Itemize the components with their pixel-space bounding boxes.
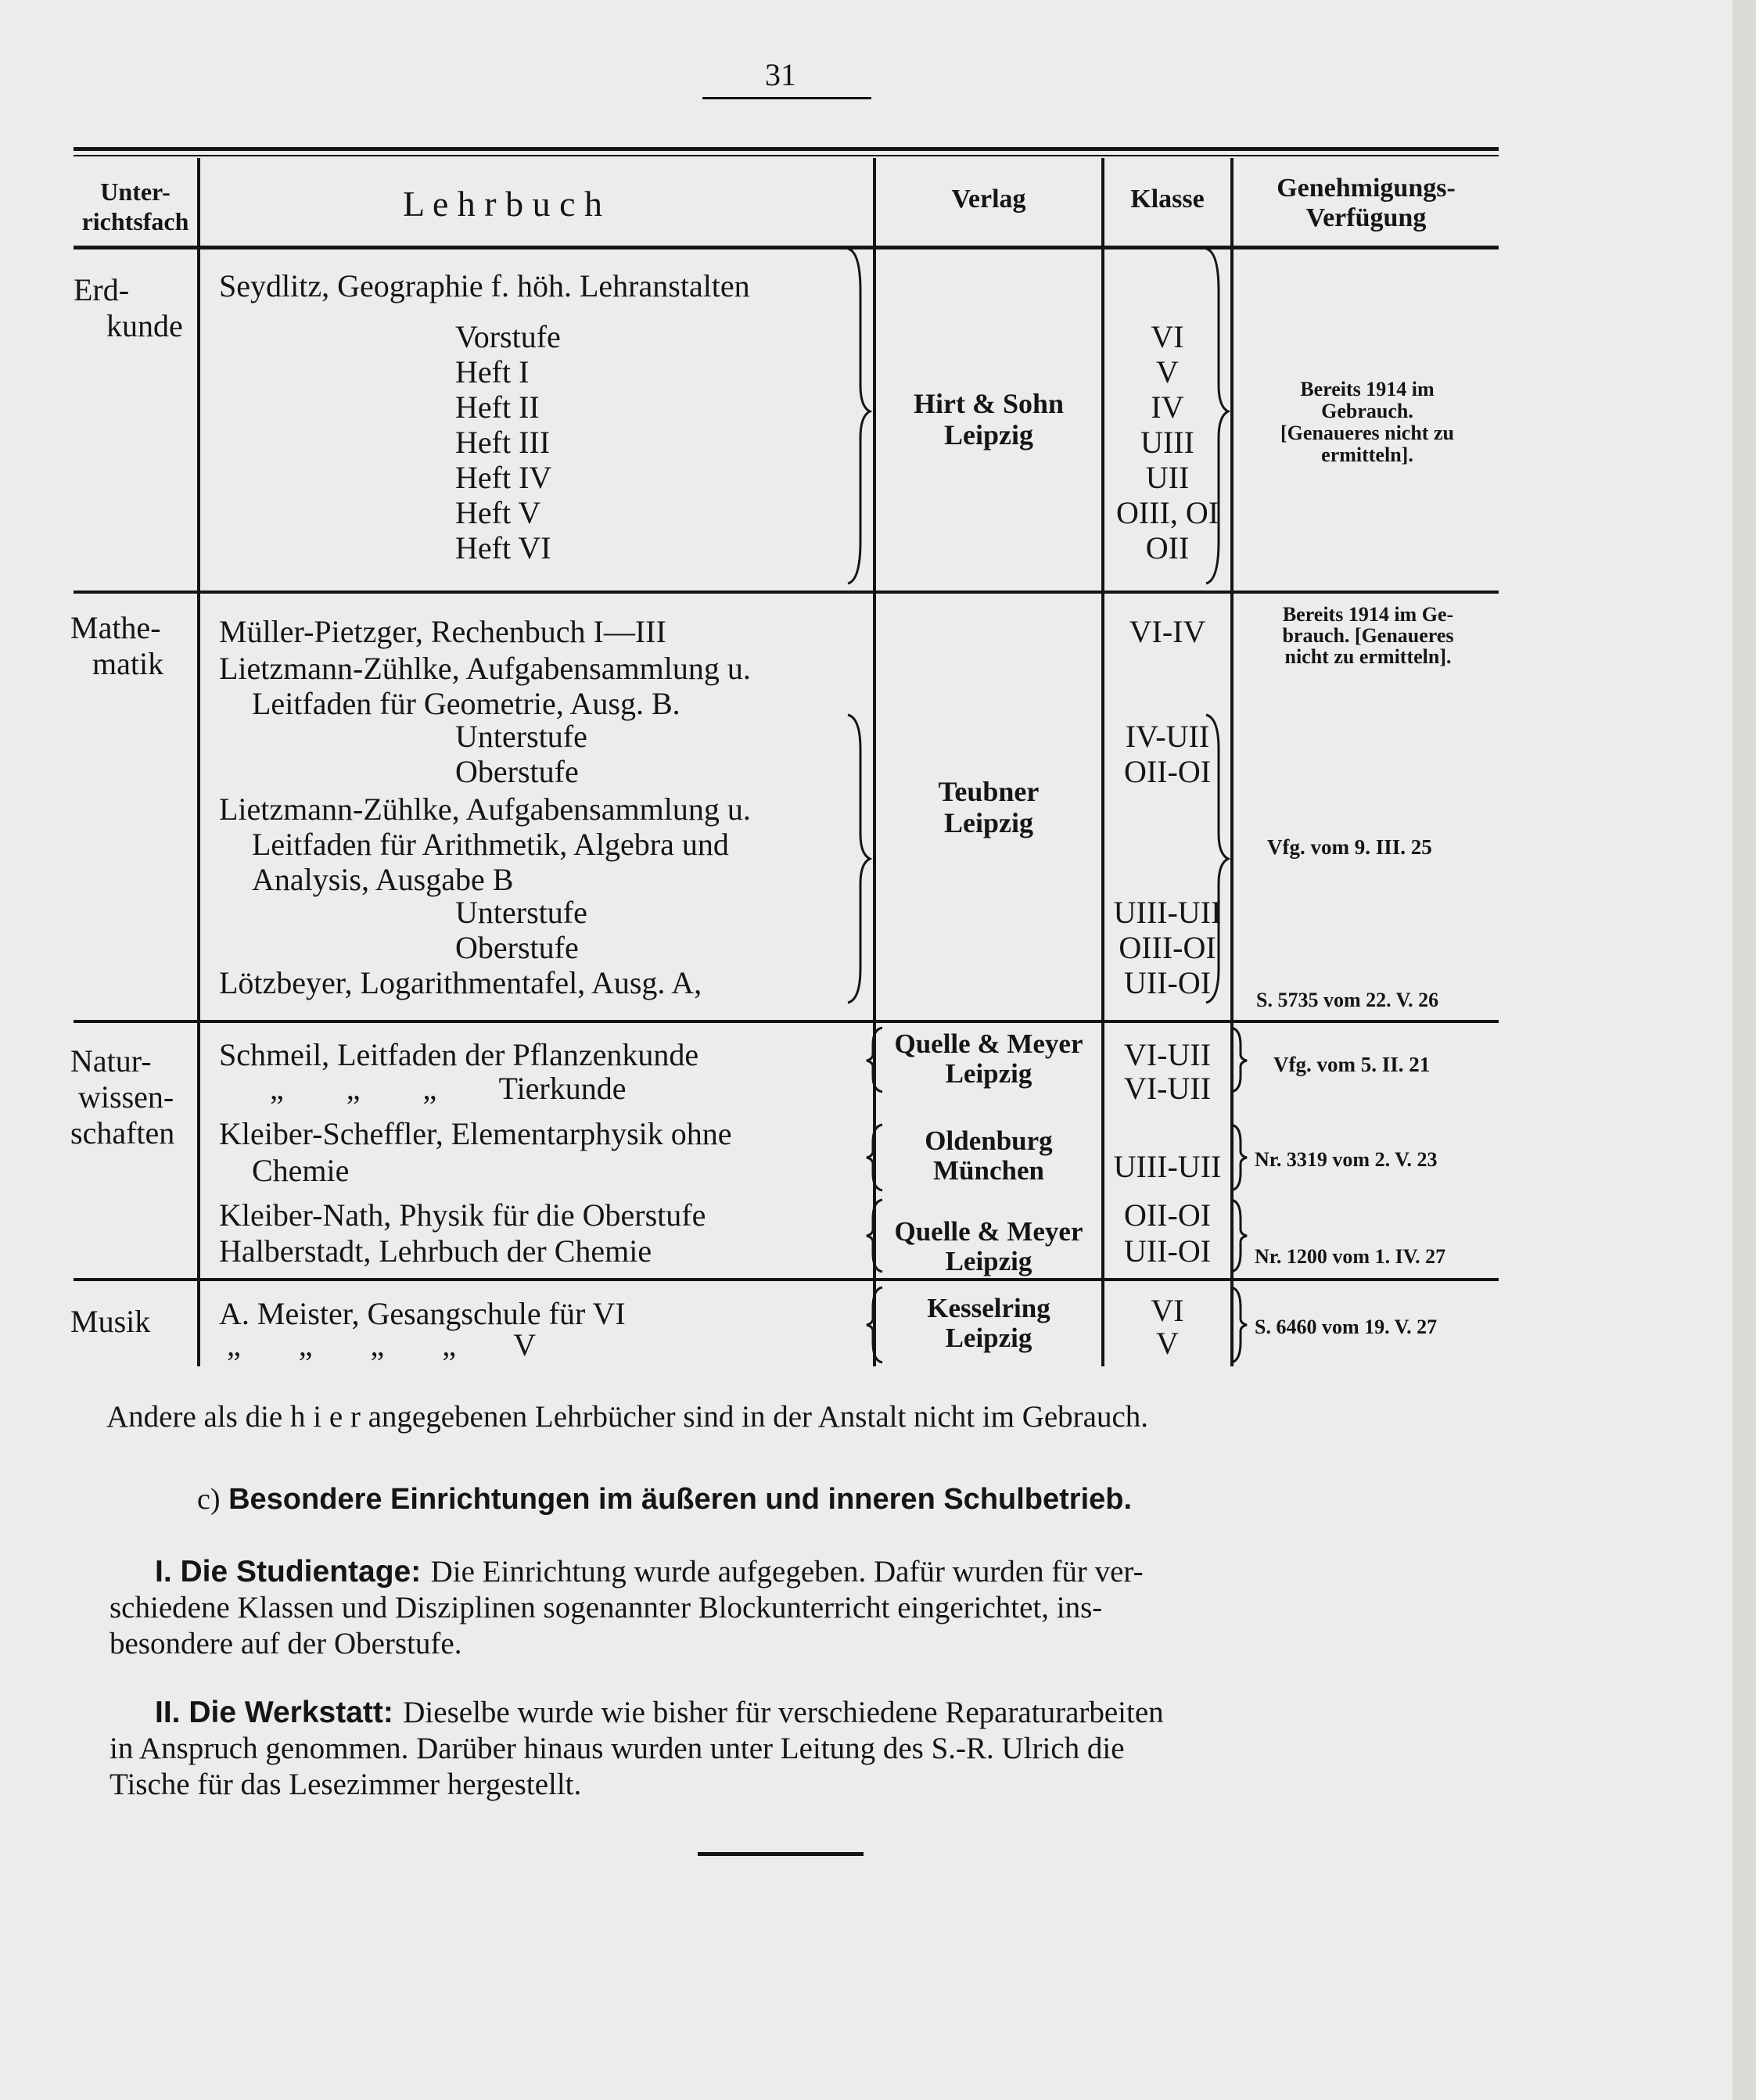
- book-lietzmann-arithmetik-line3: Analysis, Ausgabe B: [252, 862, 514, 897]
- class-cell: IV-UII: [1125, 719, 1210, 754]
- approval-erdkunde-line3: [Genaueres nicht zu: [1280, 422, 1454, 444]
- publisher-quelle-meyer-2-line2: Leipzig: [945, 1246, 1032, 1276]
- class-cell: VI: [1151, 319, 1184, 354]
- para2-line2: in Anspruch genommen. Darüber hinaus wurden unter Leitung des S.-R. Ulrich die: [110, 1732, 1125, 1765]
- para1-heading: I. Die Studientage:: [155, 1555, 422, 1588]
- header-approval-line1: Genehmigungs-: [1277, 174, 1456, 203]
- list-item: Oberstufe: [455, 930, 579, 965]
- book-kleiber-scheffler-line1: Kleiber-Scheffler, Elementarphysik ohne: [219, 1116, 732, 1151]
- header-subject-line1: Unter-: [100, 178, 171, 206]
- list-item: Vorstufe: [455, 319, 561, 354]
- brace-musik: [864, 1284, 887, 1366]
- subject-erdkunde-line2: kunde: [106, 308, 183, 343]
- list-item: Unterstufe: [455, 895, 587, 930]
- subject-erdkunde: [74, 272, 183, 344]
- brace-natur-2: [864, 1122, 887, 1194]
- subject-mathematik: [70, 610, 163, 682]
- subject-natur: [70, 1043, 174, 1151]
- list-item: Unterstufe: [455, 719, 587, 754]
- class-cell: VI: [1151, 1293, 1184, 1328]
- para1-line1: [155, 1556, 1144, 1587]
- publisher-quelle-meyer-1: [876, 1029, 1101, 1089]
- book-lietzmann-geometrie: [219, 651, 751, 721]
- class-cell: IV: [1151, 389, 1184, 425]
- publisher-quelle-meyer-2: [876, 1217, 1101, 1276]
- brace-natur-2c: [1228, 1122, 1251, 1194]
- brace-math-book: [843, 710, 873, 1007]
- class-cell: UII-OI: [1123, 1233, 1212, 1269]
- approval-natur-2: Nr. 3319 vom 2. V. 23: [1255, 1148, 1438, 1171]
- row-rule-mathematik: [74, 1020, 1499, 1023]
- brace-erdkunde-class: [1201, 244, 1231, 588]
- book-schmeil-pflanzen: Schmeil, Leitfaden der Pflanzenkunde: [219, 1037, 699, 1072]
- table-top-rule-thin: [74, 155, 1499, 156]
- book-lietzmann-arithmetik-line1: Lietzmann-Zühlke, Aufgabensammlung u.: [219, 792, 751, 827]
- list-item: Heft III: [455, 425, 551, 460]
- col-rule-1: [197, 158, 200, 1366]
- section-c-prefix: c): [197, 1483, 221, 1516]
- table-top-rule: [74, 147, 1499, 151]
- page-edge-shadow: [1733, 0, 1756, 2100]
- publisher-teubner: [876, 776, 1101, 838]
- publisher-quelle-meyer-2-line1: Quelle & Meyer: [894, 1216, 1083, 1247]
- approval-math-row4: S. 5735 vom 22. V. 26: [1256, 989, 1439, 1011]
- book-schmeil-tier: „ „ „ Tierkunde: [270, 1071, 627, 1106]
- publisher-kesselring-line2: Leipzig: [945, 1323, 1032, 1353]
- book-meister-v: „ „ „ „ V: [227, 1327, 537, 1362]
- book-lietzmann-geometrie-line1: Lietzmann-Zühlke, Aufgabensammlung u.: [219, 651, 751, 686]
- section-c-title: Besondere Einrichtungen im äußeren und inneren Schulbetrieb.: [228, 1483, 1133, 1516]
- subject-mathematik-line1: Mathe-: [70, 610, 161, 645]
- class-cell: OIII-OI: [1119, 930, 1216, 965]
- brace-natur-3: [864, 1197, 887, 1275]
- publisher-hirt-line2: Leipzig: [944, 419, 1033, 451]
- brace-math-class: [1201, 710, 1231, 1007]
- approval-erdkunde-line1: Bereits 1914 im: [1300, 378, 1435, 400]
- book-lietzmann-geometrie-line2: Leitfaden für Geometrie, Ausg. B.: [252, 686, 680, 721]
- book-kleiber-nath: Kleiber-Nath, Physik für die Oberstufe: [219, 1197, 706, 1233]
- publisher-oldenburg-line2: München: [933, 1155, 1044, 1186]
- publisher-kesselring-line1: Kesselring: [927, 1293, 1050, 1323]
- book-mueller-pietzger: Müller-Pietzger, Rechenbuch I—III: [219, 614, 666, 649]
- approval-natur-3: Nr. 1200 vom 1. IV. 27: [1255, 1245, 1446, 1268]
- approval-musik: S. 6460 vom 19. V. 27: [1255, 1316, 1438, 1338]
- page-number: 31: [765, 57, 796, 92]
- para2-text1: Dieselbe wurde wie bisher für verschiedene Reparaturarbeiten: [403, 1696, 1164, 1729]
- class-cell: V: [1156, 354, 1179, 389]
- brace-natur-1c: [1228, 1025, 1251, 1095]
- header-class: Klasse: [1130, 185, 1205, 214]
- class-cell: UIII: [1140, 425, 1194, 460]
- para1-line3: besondere auf der Oberstufe.: [110, 1627, 462, 1660]
- brace-erdkunde-book: [843, 244, 873, 588]
- publisher-hirt: [876, 388, 1101, 451]
- para1-text1: Die Einrichtung wurde aufgegeben. Dafür wurden für ver-: [430, 1555, 1144, 1588]
- header-subject-line2: richtsfach: [81, 207, 189, 235]
- subject-mathematik-line2: matik: [92, 646, 164, 681]
- publisher-oldenburg-line1: Oldenburg: [925, 1125, 1053, 1156]
- approval-math-row1-line3: nicht zu ermitteln].: [1284, 645, 1452, 668]
- brace-natur-3c: [1228, 1197, 1251, 1275]
- class-cell: VI-IV: [1129, 614, 1206, 649]
- publisher-quelle-meyer-1-line1: Quelle & Meyer: [894, 1028, 1083, 1059]
- approval-math-row1-line2: brauch. [Genaueres: [1282, 624, 1454, 647]
- approval-natur-1: Vfg. vom 5. II. 21: [1273, 1053, 1431, 1076]
- book-kleiber-scheffler: [219, 1115, 732, 1189]
- brace-musik-c: [1228, 1284, 1251, 1366]
- class-cell: OII-OI: [1123, 1197, 1212, 1233]
- header-approval-line2: Verfügung: [1305, 203, 1427, 232]
- book-loetzbeyer: Lötzbeyer, Logarithmentafel, Ausg. A,: [219, 965, 702, 1000]
- list-item: Oberstufe: [455, 754, 579, 789]
- subject-natur-line3: schaften: [70, 1115, 175, 1151]
- approval-erdkunde-line4: ermitteln].: [1321, 443, 1413, 466]
- note-text: Andere als die h i e r angegebenen Lehrbücher sind in der Anstalt nicht im Gebrauch.: [106, 1400, 1149, 1434]
- subject-natur-line1: Natur-: [70, 1043, 152, 1079]
- section-c-heading: [197, 1484, 1132, 1514]
- approval-erdkunde-line2: Gebrauch.: [1321, 400, 1413, 422]
- row-rule-natur: [74, 1278, 1499, 1281]
- approval-erdkunde: [1236, 379, 1499, 466]
- subject-natur-line2: wissen-: [78, 1079, 174, 1115]
- class-cell: OII: [1145, 530, 1190, 565]
- class-cell: V: [1156, 1326, 1179, 1361]
- book-lietzmann-arithmetik-line2: Leitfaden für Arithmetik, Algebra und: [252, 827, 729, 862]
- class-cell: UII: [1145, 460, 1190, 495]
- book-lietzmann-arithmetik: [219, 792, 751, 897]
- book-kleiber-scheffler-line2: Chemie: [252, 1153, 350, 1188]
- para2-line3: Tische für das Lesezimmer hergestellt.: [110, 1768, 582, 1801]
- row-rule-erdkunde: [74, 591, 1499, 594]
- list-item: Heft VI: [455, 530, 551, 565]
- approval-math-row1: [1237, 604, 1499, 667]
- header-book: L e h r b u c h: [403, 184, 603, 224]
- book-meister: A. Meister, Gesangschule für VI: [219, 1296, 626, 1331]
- class-cell: VI-UII: [1123, 1071, 1212, 1106]
- list-item: Heft I: [455, 354, 530, 389]
- list-item: Heft II: [455, 389, 540, 425]
- header-approval: [1234, 174, 1499, 233]
- subject-erdkunde-line1: Erd-: [74, 272, 130, 307]
- publisher-teubner-line2: Leipzig: [944, 807, 1033, 838]
- publisher-teubner-line1: Teubner: [938, 776, 1040, 807]
- class-cell: OII-OI: [1123, 754, 1212, 789]
- publisher-quelle-meyer-1-line2: Leipzig: [945, 1058, 1032, 1089]
- closing-rule: [698, 1852, 864, 1856]
- list-item: Heft V: [455, 495, 541, 530]
- approval-math-row1-line1: Bereits 1914 im Ge-: [1282, 603, 1454, 626]
- publisher-oldenburg: [876, 1126, 1101, 1186]
- header-bottom-rule: [74, 246, 1499, 249]
- header-subject: [74, 177, 197, 236]
- approval-math-mid: Vfg. vom 9. III. 25: [1267, 835, 1432, 859]
- book-halberstadt: Halberstadt, Lehrbuch der Chemie: [219, 1233, 652, 1269]
- brace-natur-1: [864, 1025, 887, 1095]
- publisher-hirt-line1: Hirt & Sohn: [913, 388, 1065, 419]
- class-cell: UII-OI: [1123, 965, 1212, 1000]
- class-cell: VI-UII: [1123, 1037, 1212, 1072]
- class-cell: UIII-UII: [1113, 1149, 1222, 1184]
- publisher-kesselring: [876, 1294, 1101, 1353]
- list-item: Heft IV: [455, 460, 552, 495]
- para1-line2: schiedene Klassen und Disziplinen sogenannter Blockunterricht eingerichtet, ins-: [110, 1591, 1103, 1624]
- class-cell: OIII, OI: [1115, 495, 1219, 530]
- para2-heading: II. Die Werkstatt:: [155, 1696, 393, 1729]
- book-seydlitz: Seydlitz, Geographie f. höh. Lehranstalten: [219, 268, 750, 303]
- page-number-rule: [702, 97, 871, 99]
- class-cell: UIII-UII: [1113, 895, 1222, 930]
- para2-line1: [155, 1697, 1164, 1728]
- header-publisher: Verlag: [951, 185, 1026, 214]
- subject-musik: Musik: [70, 1304, 151, 1339]
